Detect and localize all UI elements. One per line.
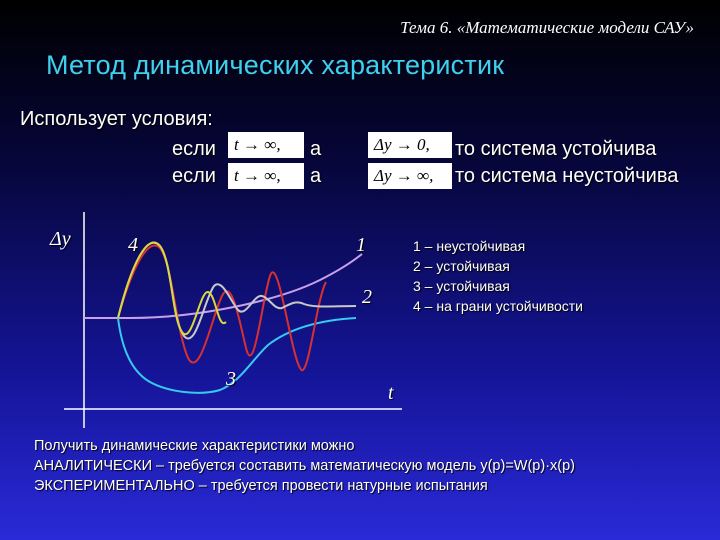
legend-item-2: 2 – устойчивая [413,258,510,274]
condition-2-formula-y: Δy → ∞, [368,163,452,189]
condition-1-and: а [310,138,322,160]
condition-1-formula-t: t → ∞, [228,132,304,158]
condition-2-if: если [172,165,216,187]
condition-1-result: то система устойчива [455,138,657,160]
topic-header: Тема 6. «Математические модели САУ» [400,18,694,37]
curve-label-4: 4 [128,234,138,256]
curve-label-1: 1 [356,234,366,256]
curve-red-oscillating [118,245,326,370]
curve-label-3: 3 [226,368,236,390]
curve-legend [413,236,583,316]
condition-2-result: то система неустойчива [455,165,679,187]
uses-conditions-label: Использует условия: [20,108,213,130]
curve-2-stable [118,243,356,339]
legend-item-1: 1 – неустойчивая [413,238,526,254]
condition-2-formula-t: t → ∞, [228,163,304,189]
curve-label-2: 2 [362,286,372,308]
legend-item-4: 4 – на грани устойчивости [413,298,583,314]
curve-1-unstable [84,254,362,318]
condition-2-and: а [310,165,322,187]
x-axis-label: t [388,382,394,404]
method-analytical: АНАЛИТИЧЕСКИ – требуется составить математическую модель y(p)=W(p)·x(p) [34,458,576,474]
y-axis-label: Δy [50,228,71,250]
condition-1-if: если [172,138,216,160]
method-experimental: ЭКСПЕРИМЕНТАЛЬНО – требуется провести натурные испытания [34,478,488,494]
slide-title: Метод динамических характеристик [46,50,505,80]
condition-1-formula-y: Δy → 0, [368,132,452,158]
legend-item-3: 3 – устойчивая [413,278,510,294]
methods-text [34,436,575,496]
methods-intro: Получить динамические характеристики можно [34,438,355,454]
curve-3-stable [118,318,356,393]
